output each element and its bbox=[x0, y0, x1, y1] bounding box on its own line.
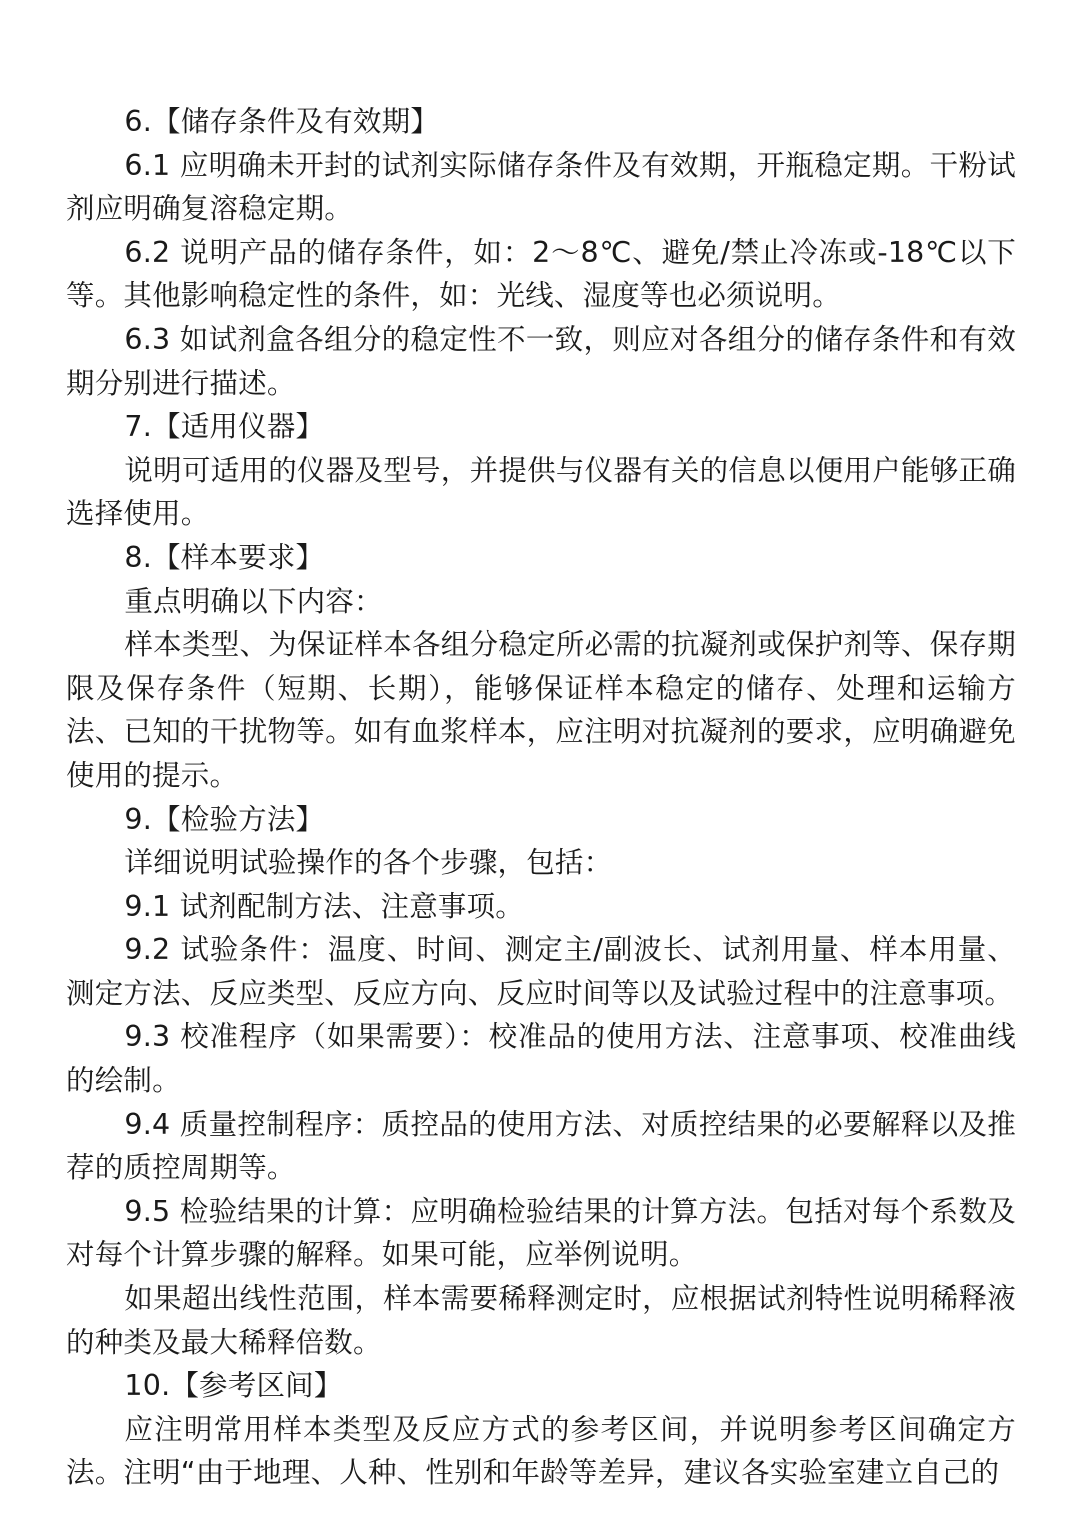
paragraph-dilution: 如果超出线性范围，样本需要稀释测定时，应根据试剂特性说明稀释液的种类及最大稀释倍数。 bbox=[66, 1282, 1016, 1359]
document-body bbox=[66, 100, 1016, 1495]
section-heading-reference: 10.【参考区间】 bbox=[124, 1369, 343, 1403]
paragraph-sample-details: 样本类型、为保证样本各组分稳定所必需的抗凝剂或保护剂等、保存期限及保存条件（短期、长期），能够保证样本稳定的储存、处理和运输方法、已知的干扰物等。如有血浆样本，应注明对抗凝剂的要求，应明确避免使用的提示。 bbox=[66, 628, 1016, 792]
section-heading-storage: 6.【储存条件及有效期】 bbox=[124, 105, 440, 138]
paragraph-9-1: 9.1 试剂配制方法、注意事项。 bbox=[124, 889, 525, 923]
paragraph-6-1: 6.1 应明确未开封的试剂实际储存条件及有效期，开瓶稳定期。干粉试剂应明确复溶稳定期。 bbox=[66, 148, 1016, 226]
section-heading-method: 9.【检验方法】 bbox=[124, 802, 325, 836]
paragraph-sample-intro: 重点明确以下内容： bbox=[124, 584, 383, 618]
paragraph-method-intro: 详细说明试验操作的各个步骤，包括： bbox=[124, 846, 613, 880]
section-heading-sample: 8.【样本要求】 bbox=[124, 540, 325, 574]
paragraph-6-3: 6.3 如试剂盒各组分的稳定性不一致，则应对各组分的储存条件和有效期分别进行描述。 bbox=[66, 322, 1016, 400]
paragraph-9-2: 9.2 试验条件：温度、时间、测定主/副波长、试剂用量、样本用量、测定方法、反应类型、反应方向、反应时间等以及试验过程中的注意事项。 bbox=[66, 933, 1016, 1010]
paragraph-reference: 应注明常用样本类型及反应方式的参考区间，并说明参考区间确定方法。注明“由于地理、人种、性别和年龄等差异，建议各实验室建立自己的 bbox=[66, 1412, 1016, 1490]
section-heading-instruments: 7.【适用仪器】 bbox=[124, 410, 325, 444]
paragraph-6-2: 6.2 说明产品的储存条件，如：2～8℃、避免/禁止冷冻或-18℃以下等。其他影响稳定性的条件，如：光线、湿度等也必须说明。 bbox=[66, 235, 1016, 313]
paragraph-9-5: 9.5 检验结果的计算：应明确检验结果的计算方法。包括对每个系数及对每个计算步骤的解释。如果可能，应举例说明。 bbox=[66, 1194, 1016, 1272]
paragraph-instruments: 说明可适用的仪器及型号，并提供与仪器有关的信息以便用户能够正确选择使用。 bbox=[66, 453, 1016, 531]
paragraph-9-3: 9.3 校准程序（如果需要）：校准品的使用方法、注意事项、校准曲线的绘制。 bbox=[66, 1020, 1016, 1098]
paragraph-9-4: 9.4 质量控制程序：质控品的使用方法、对质控结果的必要解释以及推荐的质控周期等。 bbox=[66, 1107, 1016, 1185]
